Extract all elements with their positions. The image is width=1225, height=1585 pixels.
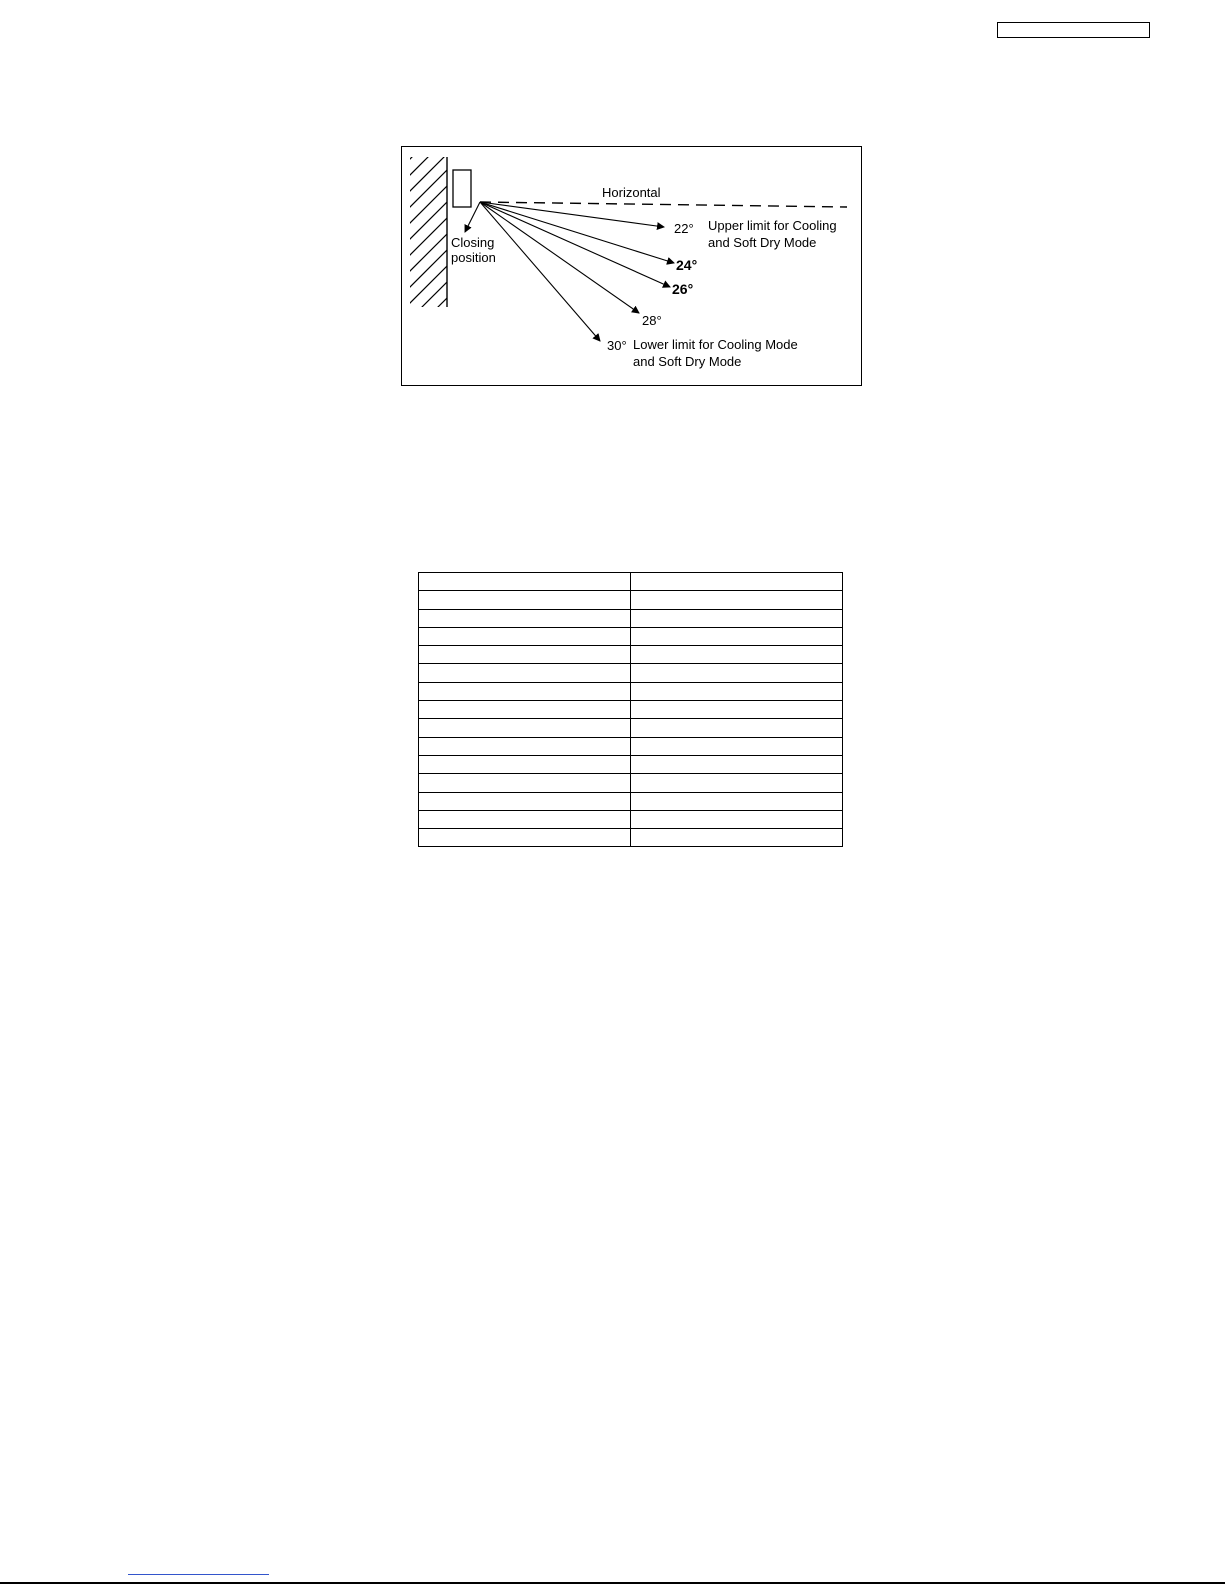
angle-label-26: 26° — [672, 281, 694, 297]
table-cell — [631, 755, 843, 773]
table-cell — [631, 609, 843, 627]
angle-label-22: 22° — [674, 221, 694, 236]
closing-label-line2: position — [451, 250, 496, 265]
table-row — [419, 774, 843, 792]
table-cell — [631, 591, 843, 609]
table-cell — [631, 737, 843, 755]
horizontal-label: Horizontal — [602, 185, 661, 200]
table-cell — [631, 664, 843, 682]
table-cell — [419, 646, 631, 664]
table-cell — [419, 719, 631, 737]
table-cell — [419, 810, 631, 828]
table-cell — [419, 573, 631, 591]
table-row — [419, 646, 843, 664]
table-row — [419, 792, 843, 810]
table-cell — [631, 829, 843, 847]
table-cell — [419, 591, 631, 609]
air-conditioner-unit — [453, 170, 471, 207]
table-row — [419, 701, 843, 719]
table-row — [419, 609, 843, 627]
table-cell — [419, 755, 631, 773]
table-cell — [631, 573, 843, 591]
louver-angle-diagram — [401, 146, 862, 386]
table-cell — [631, 646, 843, 664]
table-cell — [419, 682, 631, 700]
table-cell — [631, 701, 843, 719]
angle-label-28: 28° — [642, 313, 662, 328]
upper-limit-label-line2: and Soft Dry Mode — [708, 235, 817, 250]
document-reference-box — [997, 22, 1150, 38]
table-cell — [631, 810, 843, 828]
table-row — [419, 755, 843, 773]
settings-table — [418, 572, 843, 847]
upper-limit-label-line1: Upper limit for Cooling — [708, 218, 837, 233]
table-cell — [419, 737, 631, 755]
table-row — [419, 627, 843, 645]
table-row — [419, 719, 843, 737]
wall-hatching — [402, 147, 447, 386]
table-row — [419, 810, 843, 828]
angle-arrow-28 — [480, 202, 639, 313]
table-cell — [631, 792, 843, 810]
closing-label-line1: Closing — [451, 235, 495, 250]
table-cell — [419, 829, 631, 847]
horizontal-reference-line — [480, 202, 847, 207]
table-cell — [419, 609, 631, 627]
table-cell — [631, 682, 843, 700]
table-cell — [419, 701, 631, 719]
table-cell — [419, 774, 631, 792]
footer-divider — [0, 1582, 1225, 1584]
lower-limit-label-line1: Lower limit for Cooling Mode — [633, 337, 798, 352]
angle-label-24: 24° — [676, 257, 698, 273]
table-row — [419, 682, 843, 700]
table-cell — [631, 627, 843, 645]
table-row — [419, 737, 843, 755]
table-cell — [419, 792, 631, 810]
table-row — [419, 829, 843, 847]
table-row — [419, 573, 843, 591]
table-cell — [419, 627, 631, 645]
angle-arrow-24 — [480, 202, 674, 263]
table-row — [419, 664, 843, 682]
angle-arrow-30 — [480, 202, 600, 341]
table-cell — [631, 774, 843, 792]
table-cell — [419, 664, 631, 682]
lower-limit-label-line2: and Soft Dry Mode — [633, 354, 742, 369]
table-row — [419, 591, 843, 609]
table-cell — [631, 719, 843, 737]
footer-link[interactable] — [128, 1574, 269, 1575]
angle-label-30: 30° — [607, 338, 627, 353]
